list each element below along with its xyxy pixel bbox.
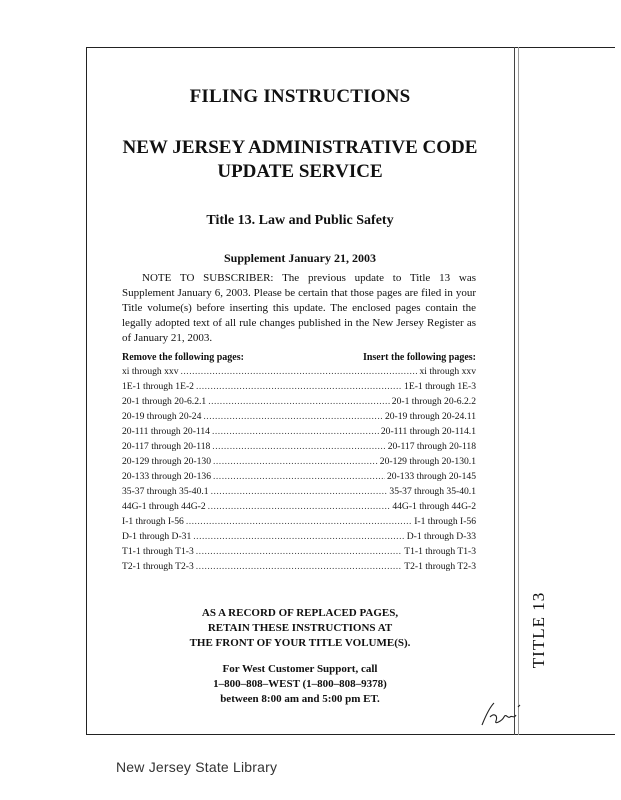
table-row	[122, 544, 476, 559]
remove-pages-cell: D-1 through D-31	[122, 531, 192, 542]
remove-header: Remove the following pages:	[122, 352, 244, 363]
document-title: FILING INSTRUCTIONS	[189, 86, 411, 107]
frame-top-rule	[86, 47, 615, 48]
insert-pages-cell: 44G-1 through 44G-2	[392, 501, 476, 512]
insert-pages-cell: 20-1 through 20-6.2.2	[391, 396, 476, 407]
remove-pages-cell: I-1 through I-56	[122, 516, 184, 527]
dot-leader	[208, 394, 390, 409]
record-line-2: RETAIN THESE INSTRUCTIONS AT	[207, 622, 393, 634]
dot-leader	[208, 499, 391, 514]
dot-leader	[181, 364, 418, 379]
table-row	[122, 559, 476, 574]
dot-leader	[186, 514, 412, 529]
table-row	[122, 469, 476, 484]
dot-leader	[213, 469, 385, 484]
table-row	[122, 379, 476, 394]
frame-bottom-rule	[86, 734, 615, 735]
pages-table	[122, 351, 476, 574]
side-tab-label: TITLE 13	[529, 591, 549, 669]
title-side-tab	[515, 556, 563, 704]
customer-support	[86, 662, 514, 707]
pages-table-rows	[122, 364, 476, 574]
insert-pages-cell: 20-117 through 20-118	[387, 441, 476, 452]
table-row	[122, 529, 476, 544]
insert-pages-cell: 20-111 through 20-114.1	[380, 426, 476, 437]
remove-pages-cell: 20-1 through 20-6.2.1	[122, 396, 207, 407]
insert-pages-cell: I-1 through I-56	[414, 516, 476, 527]
remove-pages-cell: 20-117 through 20-118	[122, 441, 211, 452]
insert-pages-cell: 20-19 through 20-24.11	[384, 411, 476, 422]
subtitle-line-1: NEW JERSEY ADMINISTRATIVE CODE	[122, 137, 478, 158]
remove-pages-cell: 35-37 through 35-40.1	[122, 486, 209, 497]
insert-pages-cell: 20-133 through 20-145	[387, 471, 476, 482]
supplement-date: Supplement January 21, 2003	[223, 251, 377, 265]
insert-pages-cell: 1E-1 through 1E-3	[404, 381, 476, 392]
table-row	[122, 424, 476, 439]
record-notice	[86, 606, 514, 651]
dot-leader	[196, 559, 402, 574]
table-row	[122, 364, 476, 379]
support-line-1: For West Customer Support, call	[222, 663, 378, 675]
remove-pages-cell: 44G-1 through 44G-2	[122, 501, 206, 512]
record-line-1: AS A RECORD OF REPLACED PAGES,	[201, 607, 399, 619]
remove-pages-cell: 20-111 through 20-114	[122, 426, 210, 437]
subscriber-note: NOTE TO SUBSCRIBER: The previous update to Title 13 was Supplement January 6, 2003. Please be certain that those pages are filed in your Title volume(s) before inserting this update. The enclosed pages contain the legally adopted text of all rule changes published in the New Jersey Register as of January 21, 2003.	[122, 272, 476, 344]
insert-pages-cell: xi through xxv	[419, 366, 476, 377]
table-row	[122, 394, 476, 409]
dot-leader	[212, 439, 385, 454]
handwritten-initials-icon	[476, 697, 524, 731]
remove-pages-cell: 20-133 through 20-136	[122, 471, 211, 482]
title-subject: Title 13. Law and Public Safety	[206, 213, 394, 228]
remove-pages-cell: T1-1 through T1-3	[122, 546, 194, 557]
support-line-3: between 8:00 am and 5:00 pm ET.	[220, 693, 380, 705]
dot-leader	[193, 529, 404, 544]
table-row	[122, 514, 476, 529]
record-line-3: THE FRONT OF YOUR TITLE VOLUME(S).	[189, 637, 411, 649]
insert-pages-cell: T1-1 through T1-3	[404, 546, 476, 557]
dot-leader	[212, 424, 379, 439]
remove-pages-cell: 20-129 through 20-130	[122, 456, 211, 467]
remove-pages-cell: 1E-1 through 1E-2	[122, 381, 194, 392]
support-line-2: 1–800–808–WEST (1–800–808–9378)	[213, 678, 387, 690]
table-row	[122, 484, 476, 499]
document-subtitle	[86, 136, 514, 184]
insert-pages-cell: 35-37 through 35-40.1	[389, 486, 476, 497]
table-row	[122, 454, 476, 469]
table-row	[122, 499, 476, 514]
insert-pages-cell: D-1 through D-33	[406, 531, 476, 542]
insert-pages-cell: T2-1 through T2-3	[404, 561, 476, 572]
dot-leader	[196, 379, 402, 394]
footer-library-credit: New Jersey State Library	[116, 759, 278, 775]
dot-leader	[203, 409, 383, 424]
insert-pages-cell: 20-129 through 20-130.1	[379, 456, 476, 467]
table-row	[122, 409, 476, 424]
pages-table-header	[122, 351, 476, 364]
dot-leader	[213, 454, 378, 469]
remove-pages-cell: 20-19 through 20-24	[122, 411, 202, 422]
remove-pages-cell: T2-1 through T2-3	[122, 561, 194, 572]
insert-header: Insert the following pages:	[362, 352, 476, 363]
subtitle-line-2: UPDATE SERVICE	[217, 161, 383, 182]
remove-pages-cell: xi through xxv	[122, 366, 179, 377]
table-row	[122, 439, 476, 454]
dot-leader	[211, 484, 388, 499]
dot-leader	[196, 544, 402, 559]
